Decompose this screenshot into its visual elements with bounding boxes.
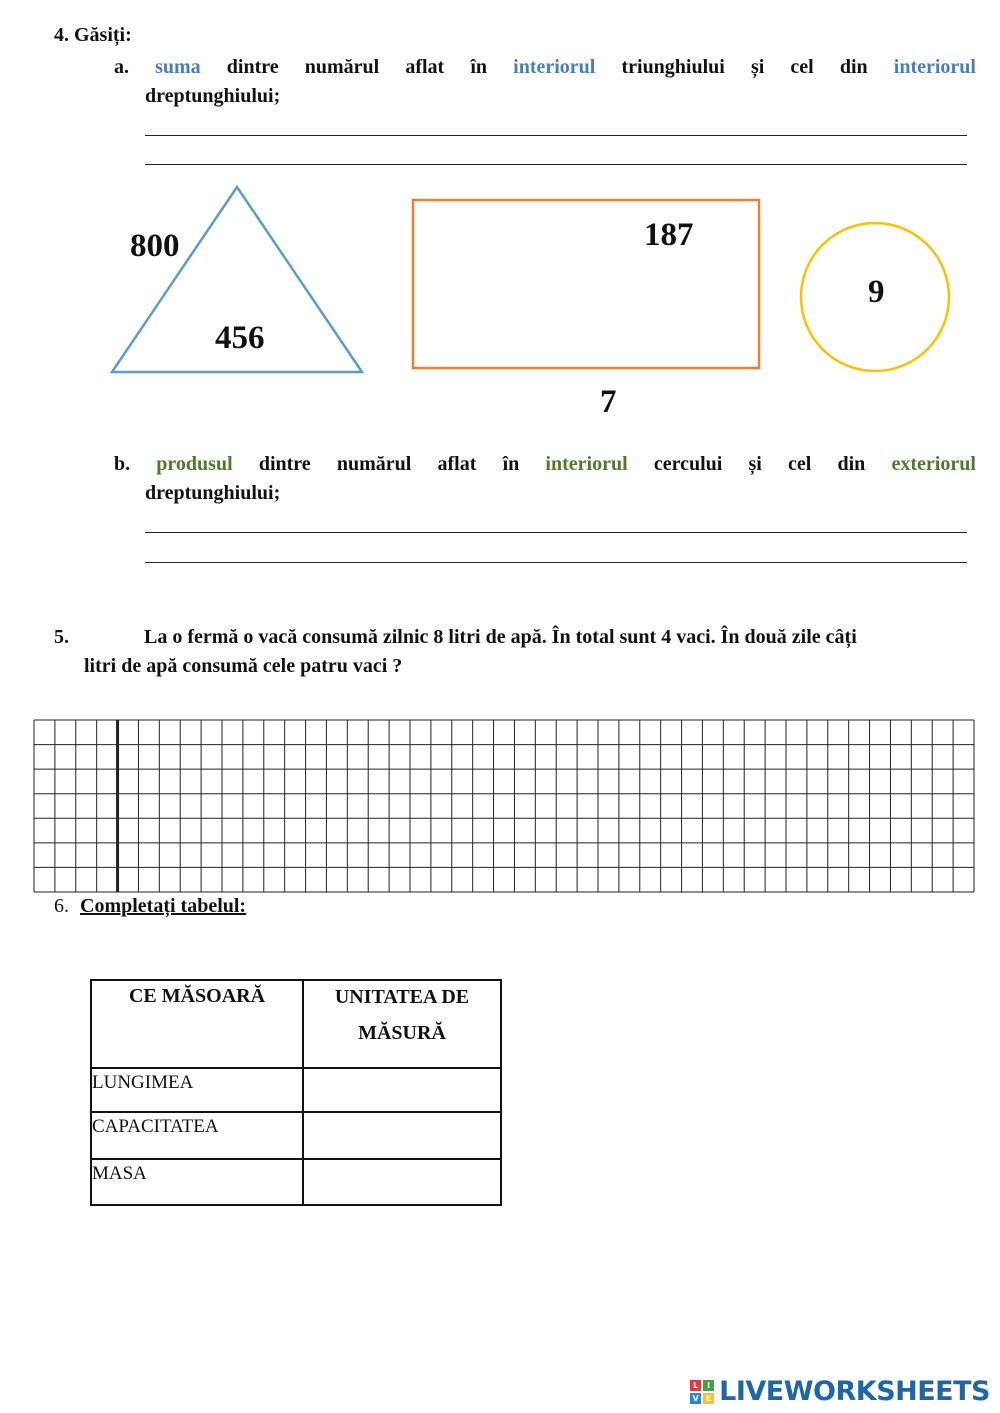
question-word: suma	[155, 56, 201, 78]
table-header-unit-line1: UNITATEA DE	[334, 986, 470, 1008]
table-row	[91, 1112, 501, 1159]
question-4b-line1	[114, 450, 976, 479]
question-word: în	[470, 56, 488, 78]
units-table	[90, 979, 502, 1206]
answer-grid[interactable]	[33, 719, 975, 894]
question-5-number: 5.	[54, 626, 69, 648]
question-4b	[114, 450, 976, 508]
logo-square: E	[703, 1393, 714, 1404]
question-6-number: 6.	[54, 895, 69, 917]
question-word: în	[502, 453, 520, 475]
table-row	[91, 1159, 501, 1205]
table-cell-quantity: LUNGIMEA	[91, 1068, 303, 1112]
number-inside-circle: 9	[868, 274, 885, 310]
question-4b-line2: dreptunghiului;	[145, 482, 281, 504]
question-word: și	[748, 453, 762, 475]
number-inside-rectangle: 187	[644, 217, 694, 253]
rectangle-shape	[413, 200, 759, 368]
question-word: din	[837, 453, 866, 475]
logo-square: V	[690, 1393, 701, 1404]
table-header-measures: CE MĂSOARĂ	[91, 980, 303, 1068]
question-word: triunghiului	[621, 56, 725, 78]
table-cell-answer[interactable]	[303, 1159, 501, 1205]
question-word: produsul	[156, 453, 233, 475]
question-4-title: 4. Găsiți:	[54, 24, 132, 46]
table-row	[91, 1068, 501, 1112]
answer-line[interactable]	[145, 532, 967, 533]
question-5-line1	[54, 623, 976, 652]
liveworksheets-brand[interactable]	[690, 1376, 990, 1407]
question-word: interiorul	[545, 453, 628, 475]
item-marker: b.	[114, 453, 131, 475]
question-5	[54, 623, 976, 681]
question-word: interiorul	[513, 56, 596, 78]
table-cell-quantity: CAPACITATEA	[91, 1112, 303, 1159]
table-header-row	[91, 980, 501, 1068]
question-word: dintre	[226, 56, 279, 78]
question-word: cercului	[653, 453, 723, 475]
question-word: cel	[790, 56, 814, 78]
item-marker: a.	[114, 56, 129, 78]
table-header-unit	[303, 980, 501, 1068]
logo-square: I	[703, 1380, 714, 1391]
number-outside-rectangle: 7	[600, 384, 617, 420]
question-5-text-line1: La o fermă o vacă consumă zilnic 8 litri de apă. În total sunt 4 vaci. În două zile câți	[144, 626, 857, 648]
question-word: aflat	[437, 453, 477, 475]
question-word: interiorul	[893, 56, 976, 78]
table-header-unit-line2: MĂSURĂ	[358, 1022, 446, 1044]
logo-square: L	[690, 1380, 701, 1391]
question-word: dintre	[258, 453, 311, 475]
table-cell-answer[interactable]	[303, 1112, 501, 1159]
question-word: aflat	[405, 56, 445, 78]
table-cell-quantity: MASA	[91, 1159, 303, 1205]
question-6-title	[54, 895, 246, 918]
answer-line[interactable]	[145, 562, 967, 563]
number-outside-triangle: 800	[130, 228, 180, 264]
question-word: din	[839, 56, 868, 78]
question-word: numărul	[304, 56, 380, 78]
number-inside-triangle: 456	[215, 320, 265, 356]
question-6-text: Completați tabelul:	[80, 895, 247, 917]
question-5-text-line2: litri de apă consumă cele patru vaci ?	[84, 655, 403, 677]
question-word: numărul	[336, 453, 412, 475]
liveworksheets-logo-icon	[690, 1380, 714, 1404]
question-word: exteriorul	[891, 453, 976, 475]
question-word: și	[750, 56, 765, 78]
shapes-figure	[0, 0, 1000, 430]
table-cell-answer[interactable]	[303, 1068, 501, 1112]
question-word: cel	[788, 453, 812, 475]
question-4a-line2: dreptunghiului;	[145, 85, 281, 107]
liveworksheets-wordmark: LIVEWORKSHEETS	[719, 1376, 990, 1407]
